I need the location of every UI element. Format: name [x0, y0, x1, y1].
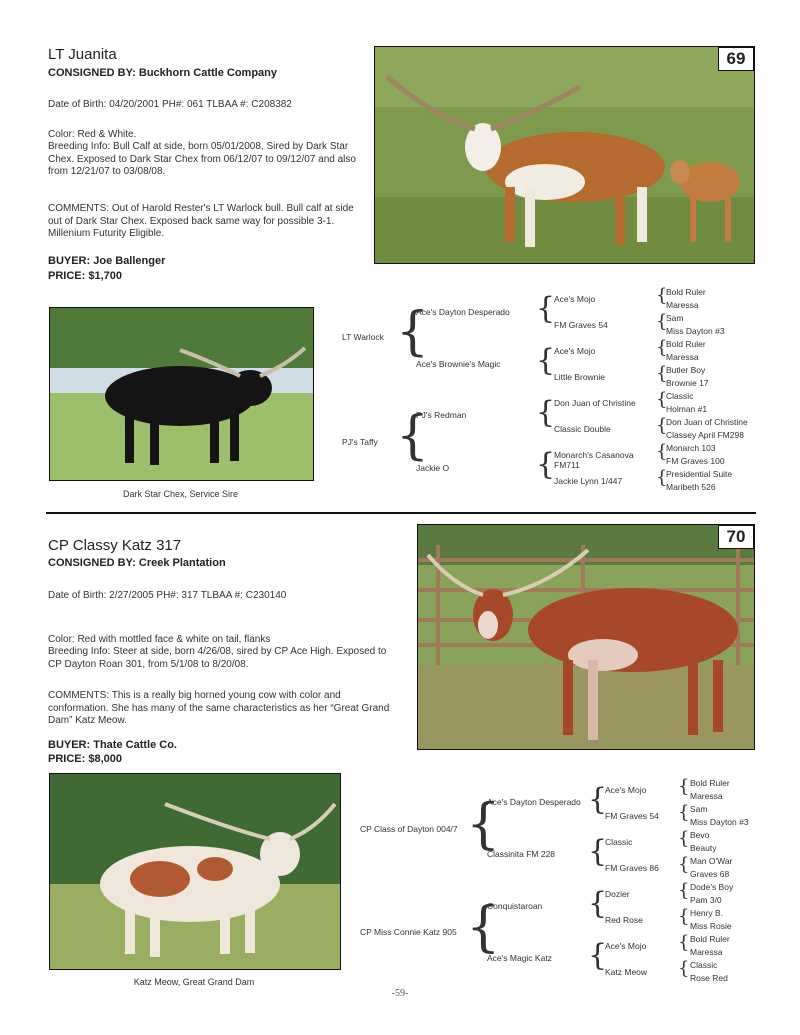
lot-69-number-badge: 69: [718, 47, 754, 71]
pedigree-brace: {: [536, 447, 556, 482]
pedigree-gen4: FM Graves 100: [666, 456, 725, 466]
pedigree-gen3: Ace's Mojo: [605, 785, 647, 795]
pedigree-brace: {: [678, 932, 690, 953]
pedigree-brace: {: [466, 792, 501, 855]
buyer-label: BUYER:: [48, 255, 91, 267]
pedigree-gen4: Beauty: [690, 843, 717, 853]
pedigree-brace: {: [396, 302, 430, 362]
pedigree-gen3: Little Brownie: [554, 372, 606, 382]
pedigree-brace: {: [678, 828, 690, 849]
pedigree-gen4: Miss Rosie: [690, 921, 732, 931]
pedigree-brace: {: [656, 285, 668, 306]
buyer-name: Thate Cattle Co.: [93, 739, 177, 751]
price-value: $8,000: [88, 753, 122, 765]
pedigree-brace: {: [678, 854, 690, 875]
pedigree-gen4: Bold Ruler: [666, 339, 706, 349]
lot-69-buyer: [48, 255, 165, 267]
pedigree-gen2: Ace's Magic Katz: [487, 953, 552, 963]
pedigree-brace: {: [536, 343, 556, 378]
pedigree-sire: CP Class of Dayton 004/7: [360, 824, 458, 834]
white-speckled-cow-image: [50, 774, 340, 969]
pedigree-gen4: Bold Ruler: [690, 778, 730, 788]
pedigree-gen4: Maressa: [690, 791, 723, 801]
lot-69-name: LT Juanita: [48, 46, 117, 63]
section-divider: [46, 512, 756, 514]
lot-70-number-badge: 70: [718, 525, 754, 549]
pedigree-gen4: Presidential Suite: [666, 469, 733, 479]
page-number: -59-: [391, 988, 409, 999]
pedigree-brace: {: [678, 958, 690, 979]
pedigree-brace: {: [656, 441, 668, 462]
pedigree-gen4: Sam: [666, 313, 684, 323]
pedigree-gen3: Red Rose: [605, 915, 643, 925]
lot-69-photo: [374, 46, 755, 264]
lot-69-color: Color: Red & White.: [48, 129, 137, 140]
pedigree-gen2: Ace's Brownie's Magic: [416, 359, 501, 369]
cow-with-calf-image: [375, 47, 754, 263]
buyer-name: Joe Ballenger: [93, 255, 166, 267]
pedigree-gen3: Ace's Mojo: [605, 941, 647, 951]
lot-70-color: Color: Red with mottled face & white on tail, flanks: [48, 634, 271, 645]
pedigree-gen2: Ace's Dayton Desperado: [487, 797, 581, 807]
pedigree-sire: LT Warlock: [342, 332, 384, 342]
pedigree-gen2: PJ's Redman: [416, 410, 467, 420]
price-label: PRICE:: [48, 753, 86, 765]
pedigree-gen3: Monarch's Casanova FM711: [554, 450, 634, 470]
pedigree-brace: {: [656, 467, 668, 488]
pedigree-brace: {: [656, 337, 668, 358]
lot-69-dob-line: Date of Birth: 04/20/2001 PH#: 061 TLBAA #: C208382: [48, 99, 292, 110]
price-value: $1,700: [88, 270, 122, 282]
pedigree-gen4: Bevo: [690, 830, 710, 840]
pedigree-dam: CP Miss Connie Katz 905: [360, 927, 457, 937]
pedigree-gen4: Dode's Boy: [690, 882, 734, 892]
lot-70-photo: [417, 524, 755, 750]
pedigree-gen3: FM Graves 54: [605, 811, 659, 821]
pedigree-brace: {: [396, 406, 430, 466]
lot-70-granddam-photo: [49, 773, 341, 970]
pedigree-gen4: Classey April FM298: [666, 430, 744, 440]
pedigree-brace: {: [678, 906, 690, 927]
pedigree-brace: {: [588, 834, 608, 869]
pedigree-gen4: Maribeth 526: [666, 482, 716, 492]
buyer-label: BUYER:: [48, 739, 91, 751]
pedigree-gen3: Classic Double: [554, 424, 611, 434]
pedigree-brace: {: [678, 880, 690, 901]
pedigree-gen3: Ace's Mojo: [554, 294, 596, 304]
pedigree-gen3: Katz Meow: [605, 967, 648, 977]
lot-69-breeding-info: Breeding Info: Bull Calf at side, born 05/01/2008, Sired by Dark Star Chex. Exposed to Dark Star Chex from 06/12/07 to 09/12/07 and also from 12/21/07 to 03/08/08.: [48, 141, 356, 177]
pedigree-brace: {: [678, 776, 690, 797]
pedigree-gen4: Maressa: [690, 947, 723, 957]
pedigree-gen4: Miss Dayton #3: [690, 817, 749, 827]
red-mottled-cow-image: [418, 525, 754, 749]
pedigree-gen4: Classic: [666, 391, 694, 401]
pedigree-gen4: Monarch 103: [666, 443, 716, 453]
pedigree-gen4: Bold Ruler: [666, 287, 706, 297]
pedigree-gen3: Don Juan of Christine: [554, 398, 636, 408]
pedigree-brace: {: [466, 895, 501, 958]
pedigree-gen2: Classinita FM 228: [487, 849, 556, 859]
lot-69-sire-photo: [49, 307, 314, 481]
pedigree-gen4: Rose Red: [690, 973, 728, 983]
pedigree-brace: {: [588, 886, 608, 921]
pedigree-gen4: Maressa: [666, 352, 699, 362]
lot-70-dob-line: Date of Birth: 2/27/2005 PH#: 317 TLBAA #: C230140: [48, 590, 287, 601]
pedigree-gen2: Jackie O: [416, 463, 450, 473]
lot-70-name: CP Classy Katz 317: [48, 537, 182, 554]
consignor-name: Creek Plantation: [138, 557, 226, 569]
pedigree-gen3: Jackie Lynn 1/447: [554, 476, 623, 486]
pedigree-gen4: Butler Boy: [666, 365, 706, 375]
pedigree-brace: {: [588, 938, 608, 973]
pedigree-gen3: Dozier: [605, 889, 630, 899]
pedigree-gen2: Conquistaroan: [487, 901, 543, 911]
consigned-by-label: CONSIGNED BY:: [48, 557, 136, 569]
pedigree-brace: {: [678, 802, 690, 823]
black-bull-image: [50, 308, 313, 480]
pedigree-brace: {: [656, 389, 668, 410]
consigned-by-label: CONSIGNED BY:: [48, 67, 136, 79]
lot-70-buyer: [48, 739, 177, 751]
lot-70-comments: COMMENTS: This is a really big horned young cow with color and conformation. She has many of the same characteristics as her “Great Grand Dam” Katz Meow.: [48, 690, 390, 726]
pedigree-brace: {: [536, 395, 556, 430]
pedigree-gen4: Sam: [690, 804, 708, 814]
lot-69-photo-caption: Dark Star Chex, Service Sire: [122, 489, 239, 499]
pedigree-brace: {: [656, 415, 668, 436]
lot-70-breeding-info: Breeding Info: Steer at side, born 4/26/08, sired by CP Ace High. Exposed to CP Dayton Roan 301, from 5/1/08 to 8/20/08.: [48, 646, 387, 670]
pedigree-gen4: Maressa: [666, 300, 699, 310]
pedigree-dam: PJ's Taffy: [342, 437, 378, 447]
pedigree-gen3: Ace's Mojo: [554, 346, 596, 356]
pedigree-gen2: Ace's Dayton Desperado: [416, 307, 510, 317]
lot-70-photo-caption: Katz Meow, Great Grand Dam: [133, 977, 255, 987]
pedigree-gen4: Bold Ruler: [690, 934, 730, 944]
pedigree-gen4: Man O'War: [690, 856, 733, 866]
pedigree-gen4: Holman #1: [666, 404, 708, 414]
pedigree-gen4: Don Juan of Christine: [666, 417, 748, 427]
pedigree-brace: {: [588, 782, 608, 817]
pedigree-brace: {: [656, 311, 668, 332]
price-label: PRICE:: [48, 270, 86, 282]
lot-69-consigned-by: [48, 67, 277, 79]
pedigree-brace: {: [536, 291, 556, 326]
lot-69-price: [48, 270, 122, 282]
pedigree-brace: {: [656, 363, 668, 384]
pedigree-gen4: Pam 3/0: [690, 895, 722, 905]
pedigree-gen3: FM Graves 86: [605, 863, 659, 873]
pedigree-gen3: FM Graves 54: [554, 320, 608, 330]
pedigree-gen4: Classic: [690, 960, 718, 970]
pedigree-gen4: Brownie 17: [666, 378, 709, 388]
pedigree-gen4: Henry B.: [690, 908, 724, 918]
lot-69-comments: COMMENTS: Out of Harold Rester's LT Warlock bull. Bull calf at side out of Dark Star Chex. Exposed back same way for possible 3-1. Millenium Futurity Eligible.: [48, 203, 354, 239]
pedigree-gen4: Graves 68: [690, 869, 730, 879]
pedigree-gen3: Classic: [605, 837, 633, 847]
consignor-name: Buckhorn Cattle Company: [138, 67, 278, 79]
lot-70-consigned-by: [48, 557, 226, 569]
lot-70-price: [48, 753, 122, 765]
pedigree-gen4: Miss Dayton #3: [666, 326, 725, 336]
